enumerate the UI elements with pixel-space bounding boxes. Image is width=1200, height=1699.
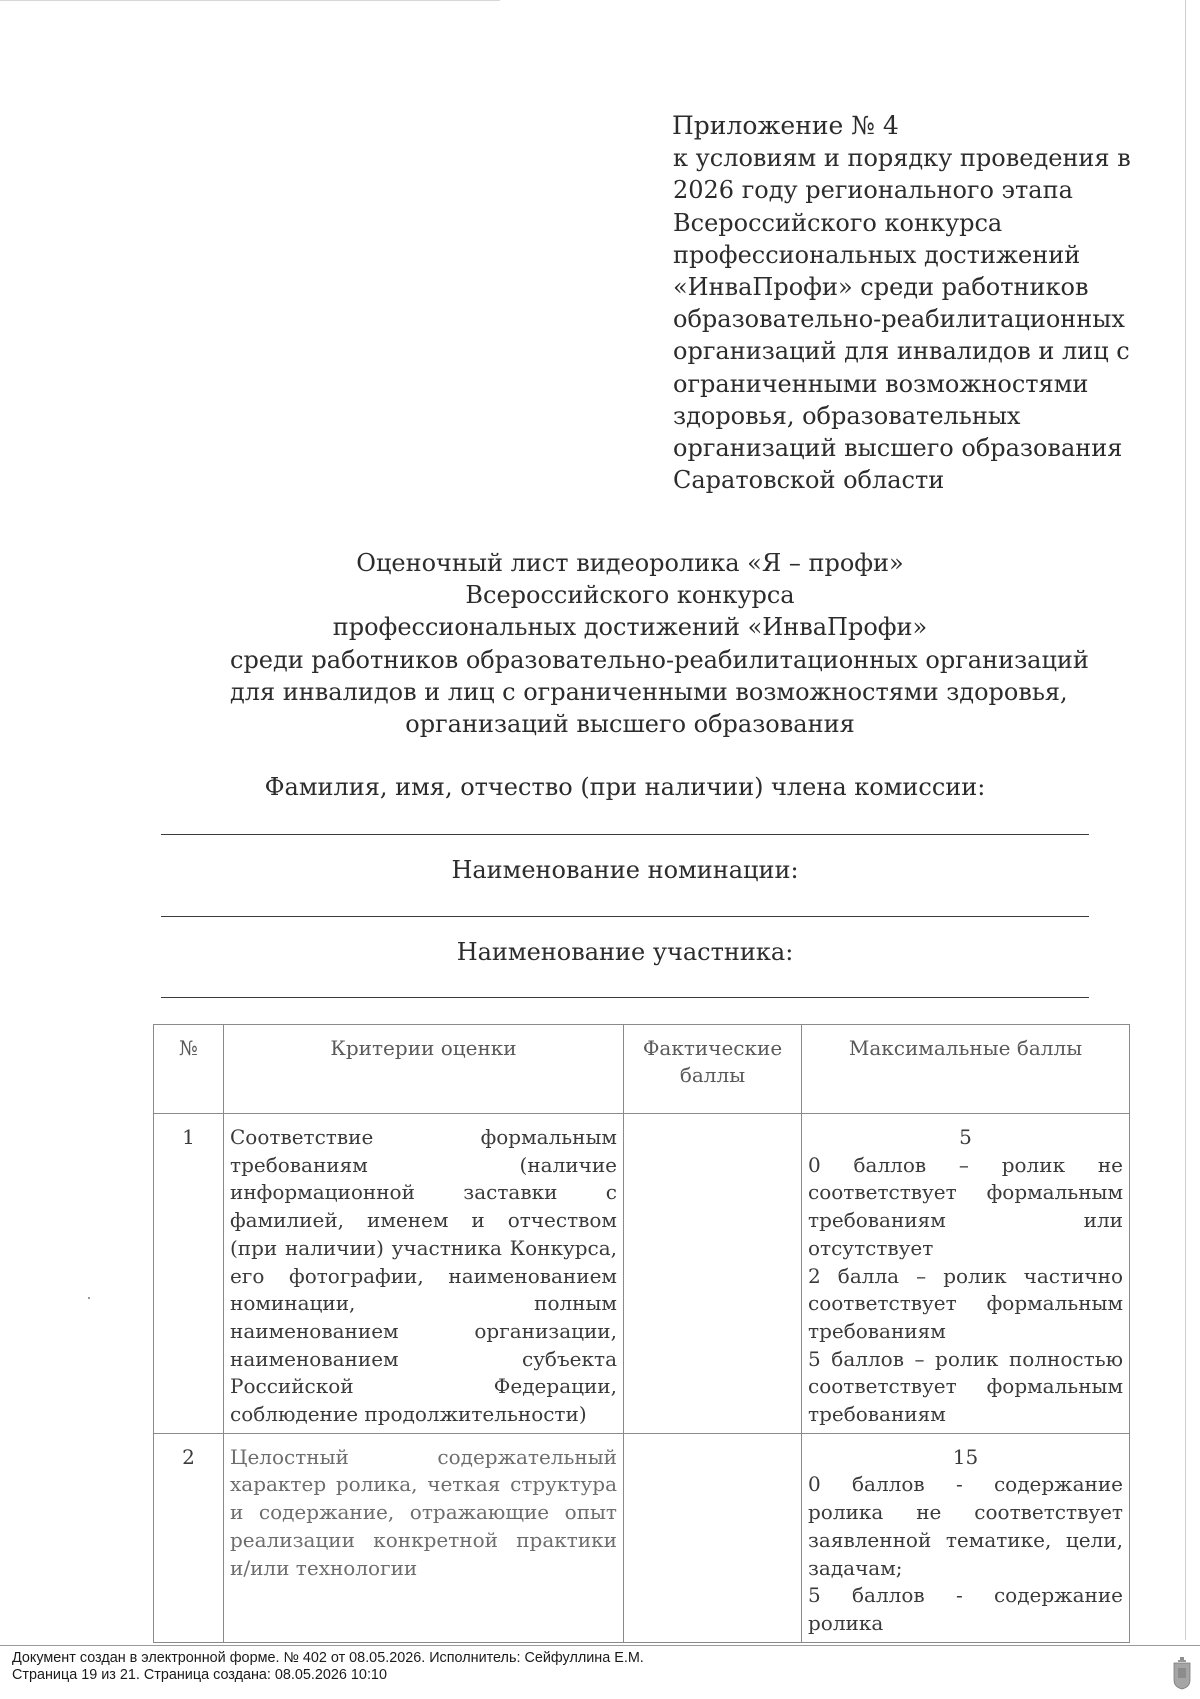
row-number: 2 xyxy=(154,1433,224,1642)
document-title xyxy=(230,547,1089,740)
appendix-number: Приложение № 4 xyxy=(672,111,899,140)
table-row xyxy=(154,1114,1130,1434)
actual-score-cell[interactable] xyxy=(624,1433,802,1642)
title-line: организаций высшего образования xyxy=(405,710,855,739)
appendix-line: ограниченными возможностями xyxy=(673,369,1089,398)
footer-text xyxy=(12,1650,644,1684)
commission-member-field[interactable] xyxy=(161,834,1089,835)
commission-member-label: Фамилия, имя, отчество (при наличии) члена комиссии: xyxy=(264,773,986,801)
score-description: 2 балла – ролик частично соответствует формальным требованиям xyxy=(808,1263,1123,1343)
appendix-block xyxy=(672,110,1131,496)
appendix-line: образовательно-реабилитационных xyxy=(673,305,1125,334)
criteria-table xyxy=(153,1024,1130,1643)
nomination-field[interactable] xyxy=(161,916,1089,917)
scan-artifact-dot xyxy=(88,1297,90,1299)
appendix-line: к условиям и порядку проведения в xyxy=(673,144,1131,173)
max-score-cell xyxy=(802,1433,1130,1642)
table-header-row xyxy=(154,1025,1130,1114)
participant-label: Наименование участника: xyxy=(456,938,794,966)
scan-page-edge xyxy=(1185,0,1186,1640)
max-score-value: 15 xyxy=(952,1444,979,1469)
header-criteria: Критерии оценки xyxy=(224,1025,624,1114)
criteria-text: Целостный содержательный характер ролика, четкая структура и содержание, отражающие опыт реализации конкретной практики и/или технологии xyxy=(224,1433,624,1642)
nomination-label: Наименование номинации: xyxy=(451,856,799,884)
max-score-value: 5 xyxy=(959,1125,972,1149)
score-description: 0 баллов - содержание ролика не соответствует заявленной тематике, цели, задачам; xyxy=(808,1472,1123,1580)
document-footer xyxy=(0,1645,1200,1699)
actual-score-cell[interactable] xyxy=(624,1114,802,1434)
title-line: среди работников образовательно-реабилитационных организаций xyxy=(230,645,1089,674)
title-line: Всероссийского конкурса xyxy=(465,581,795,610)
appendix-line: организаций для инвалидов и лиц с xyxy=(673,337,1130,366)
title-line: профессиональных достижений «ИнваПрофи» xyxy=(332,613,928,642)
header-actual-score: Фактические баллы xyxy=(624,1025,802,1114)
coat-of-arms-icon xyxy=(1172,1656,1192,1690)
score-description: 0 баллов – ролик не соответствует формальным требованиям или отсутствует xyxy=(808,1152,1123,1260)
score-description: 5 баллов – ролик полностью соответствует формальным требованиям xyxy=(808,1346,1123,1427)
appendix-line: организаций высшего образования xyxy=(673,434,1123,463)
row-number: 1 xyxy=(154,1114,224,1434)
criteria-text: Соответствие формальным требованиям (наличие информационной заставки с фамилией, именем и отчеством (при наличии) участника Конкурса, его фотографии, наименованием номинации, полным наименованием организации, наименованием субъекта Российской Федерации, соблюдение продолжительности) xyxy=(224,1114,624,1434)
appendix-line: 2026 году регионального этапа xyxy=(673,176,1073,205)
appendix-line: профессиональных достижений xyxy=(673,240,1081,269)
appendix-line: Всероссийского конкурса xyxy=(673,208,1003,237)
max-score-cell xyxy=(802,1114,1130,1434)
appendix-line: здоровья, образовательных xyxy=(673,401,1021,430)
score-description: 5 баллов - содержание ролика xyxy=(808,1583,1123,1635)
footer-page-info: Страница 19 из 21. Страница создана: 08.05.2026 10:10 xyxy=(12,1667,387,1683)
header-number: № xyxy=(154,1025,224,1114)
footer-document-info: Документ создан в электронной форме. № 402 от 08.05.2026. Исполнитель: Сейфуллина Е.М. xyxy=(12,1650,644,1666)
title-line: для инвалидов и лиц с ограниченными возможностями здоровья, xyxy=(230,677,1068,706)
scan-top-edge xyxy=(0,0,500,1)
table-row xyxy=(154,1433,1130,1642)
participant-field[interactable] xyxy=(161,997,1089,998)
appendix-line: «ИнваПрофи» среди работников xyxy=(673,273,1089,302)
appendix-line: Саратовской области xyxy=(673,466,945,495)
title-line: Оценочный лист видеоролика «Я – профи» xyxy=(356,549,904,577)
header-max-score: Максимальные баллы xyxy=(802,1025,1130,1114)
